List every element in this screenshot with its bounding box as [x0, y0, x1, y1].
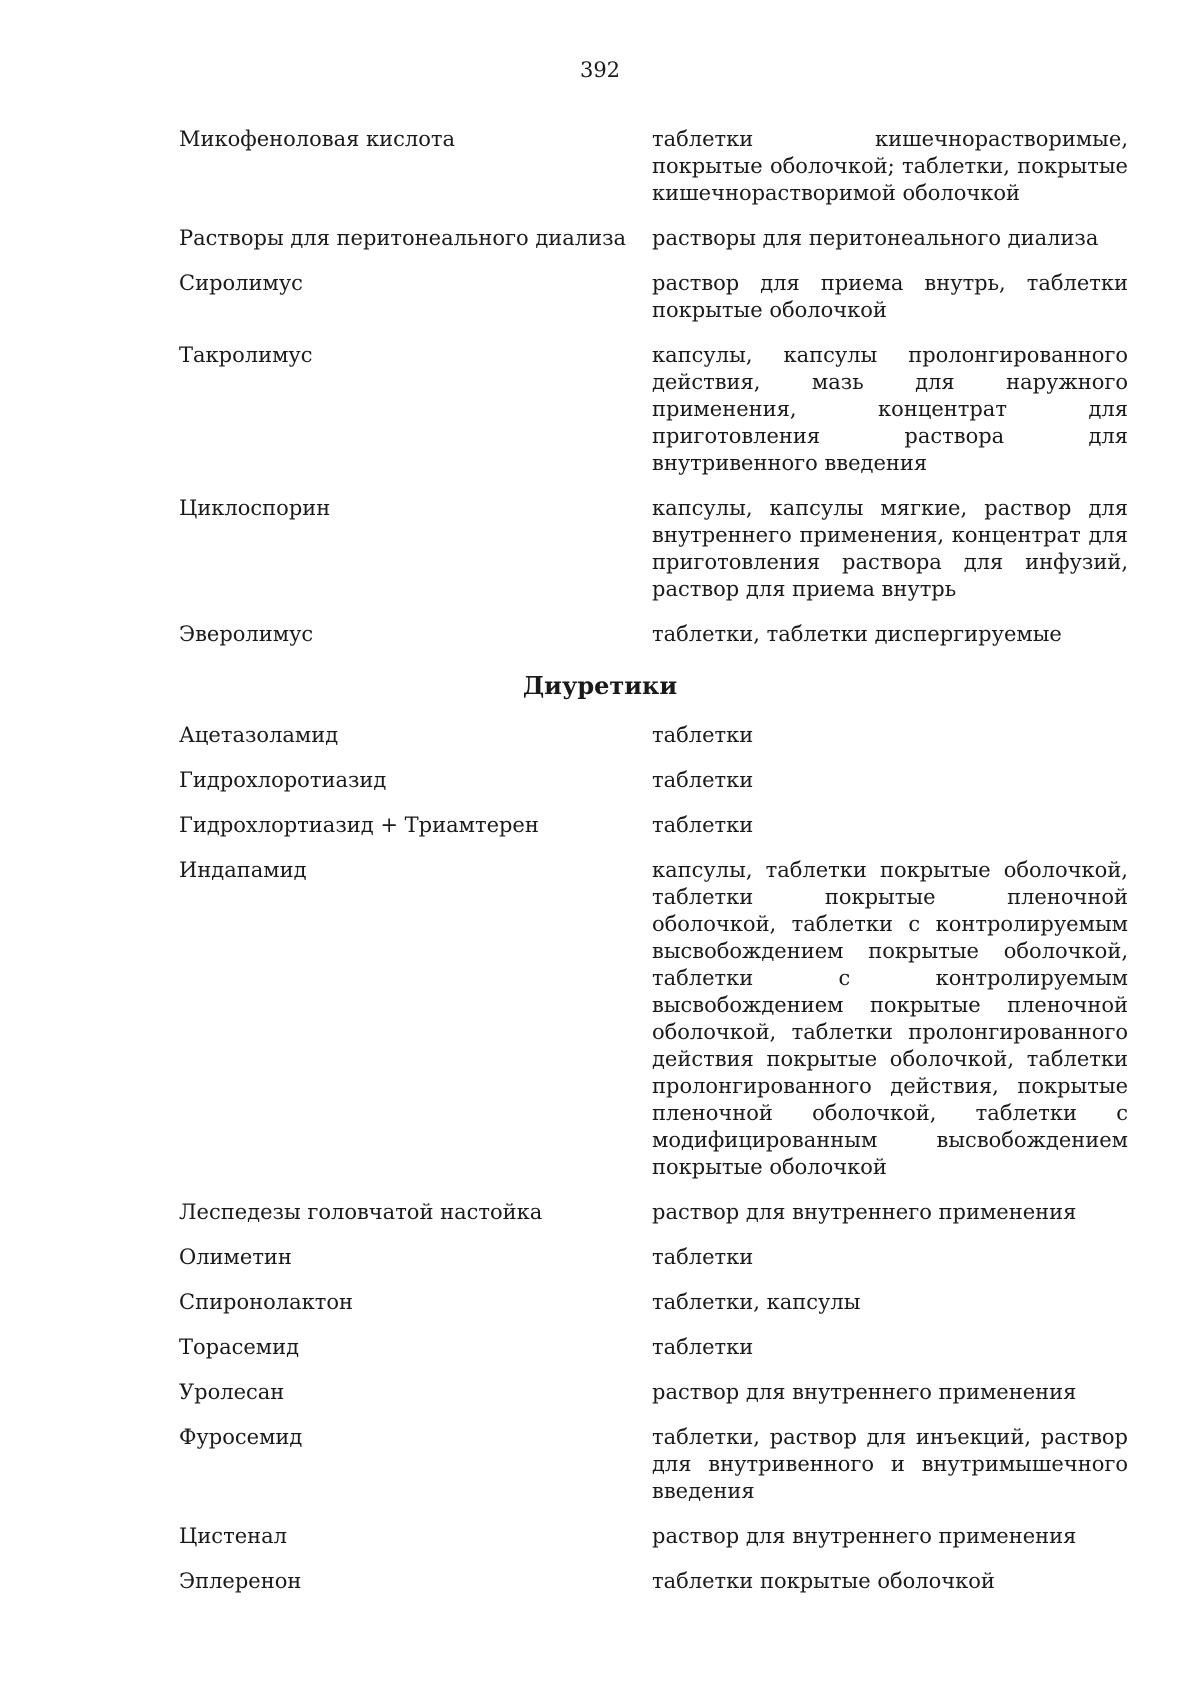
drug-name: Гидрохлортиазид + Триамтерен: [179, 813, 539, 837]
table-row: [0, 767, 1200, 794]
drug-name: Растворы для перитонеального диализа: [179, 226, 627, 250]
table-row: [0, 857, 1200, 1181]
dosage-form: таблетки, раствор для инъекций, раствор для внутривенного и внутримышечного введения: [652, 1425, 1128, 1503]
drug-name: Спиронолактон: [179, 1290, 354, 1314]
drug-name: Индапамид: [179, 858, 307, 882]
table-row: [0, 722, 1200, 749]
drug-name: Леспедезы головчатой настойка: [179, 1200, 543, 1224]
dosage-form: раствор для внутреннего применения: [652, 1524, 1077, 1548]
drug-name: Уролесан: [179, 1380, 285, 1404]
table-row: [0, 621, 1200, 648]
section-title: Диуретики: [522, 671, 678, 700]
dosage-form: таблетки: [652, 723, 754, 747]
page-number: 392: [579, 58, 621, 82]
table-row: [0, 342, 1200, 477]
dosage-form: таблетки: [652, 813, 754, 837]
dosage-form: таблетки: [652, 1245, 754, 1269]
table-row: [0, 225, 1200, 252]
dosage-form: раствор для приема внутрь, таблетки покрытые оболочкой: [652, 271, 1128, 322]
dosage-form: капсулы, таблетки покрытые оболочкой, таблетки покрытые пленочной оболочкой, таблетки с контролируемым высвобождением покрытые оболочкой, таблетки с контролируемым высвобождением покрытые пленочной оболочкой, таблетки пролонгированного действия покрытые оболочкой, таблетки пролонгированного действия, покрытые пленочной оболочкой, таблетки с модифицированным высвобождением покрытые оболочкой: [652, 858, 1128, 1179]
dosage-form: раствор для внутреннего применения: [652, 1200, 1077, 1224]
dosage-form: таблетки покрытые оболочкой: [652, 1569, 995, 1593]
table-row: [0, 1379, 1200, 1406]
dosage-form: таблетки: [652, 768, 754, 792]
drug-name: Эплеренон: [179, 1569, 302, 1593]
drug-name: Циклоспорин: [179, 496, 331, 520]
dosage-form: растворы для перитонеального диализа: [652, 226, 1099, 250]
table-row: [0, 1334, 1200, 1361]
drug-name: Фуросемид: [179, 1425, 303, 1449]
table-row: [0, 270, 1200, 324]
table-row: [0, 1199, 1200, 1226]
table-row: [0, 1244, 1200, 1271]
dosage-form: таблетки: [652, 1335, 754, 1359]
diuretics-drug-list: [0, 722, 1200, 1613]
drug-name: Микофеноловая кислота: [179, 127, 456, 151]
drug-name: Ацетазоламид: [179, 723, 339, 747]
drug-name: Олиметин: [179, 1245, 292, 1269]
dosage-form: таблетки, капсулы: [652, 1290, 861, 1314]
table-row: [0, 812, 1200, 839]
dosage-form: раствор для внутреннего применения: [652, 1380, 1077, 1404]
drug-name: Такролимус: [179, 343, 313, 367]
dosage-form: таблетки, таблетки диспергируемые: [652, 622, 1062, 646]
dosage-form: таблетки кишечнорастворимые, покрытые оболочкой; таблетки, покрытые кишечнорастворимой оболочкой: [652, 127, 1128, 205]
drug-name: Цистенал: [179, 1524, 287, 1548]
table-row: [0, 126, 1200, 207]
drug-name: Торасемид: [179, 1335, 300, 1359]
table-row: [0, 1289, 1200, 1316]
drug-name: Гидрохлоротиазид: [179, 768, 387, 792]
table-row: [0, 1568, 1200, 1595]
top-drug-list: [0, 126, 1200, 666]
dosage-form: капсулы, капсулы мягкие, раствор для внутреннего применения, концентрат для приготовления раствора для инфузий, раствор для приема внутрь: [652, 496, 1128, 601]
table-row: [0, 495, 1200, 603]
table-row: [0, 1424, 1200, 1505]
dosage-form: капсулы, капсулы пролонгированного действия, мазь для наружного применения, концентрат для приготовления раствора для внутривенного введения: [652, 343, 1128, 475]
drug-name: Сиролимус: [179, 271, 303, 295]
drug-name: Эверолимус: [179, 622, 314, 646]
table-row: [0, 1523, 1200, 1550]
